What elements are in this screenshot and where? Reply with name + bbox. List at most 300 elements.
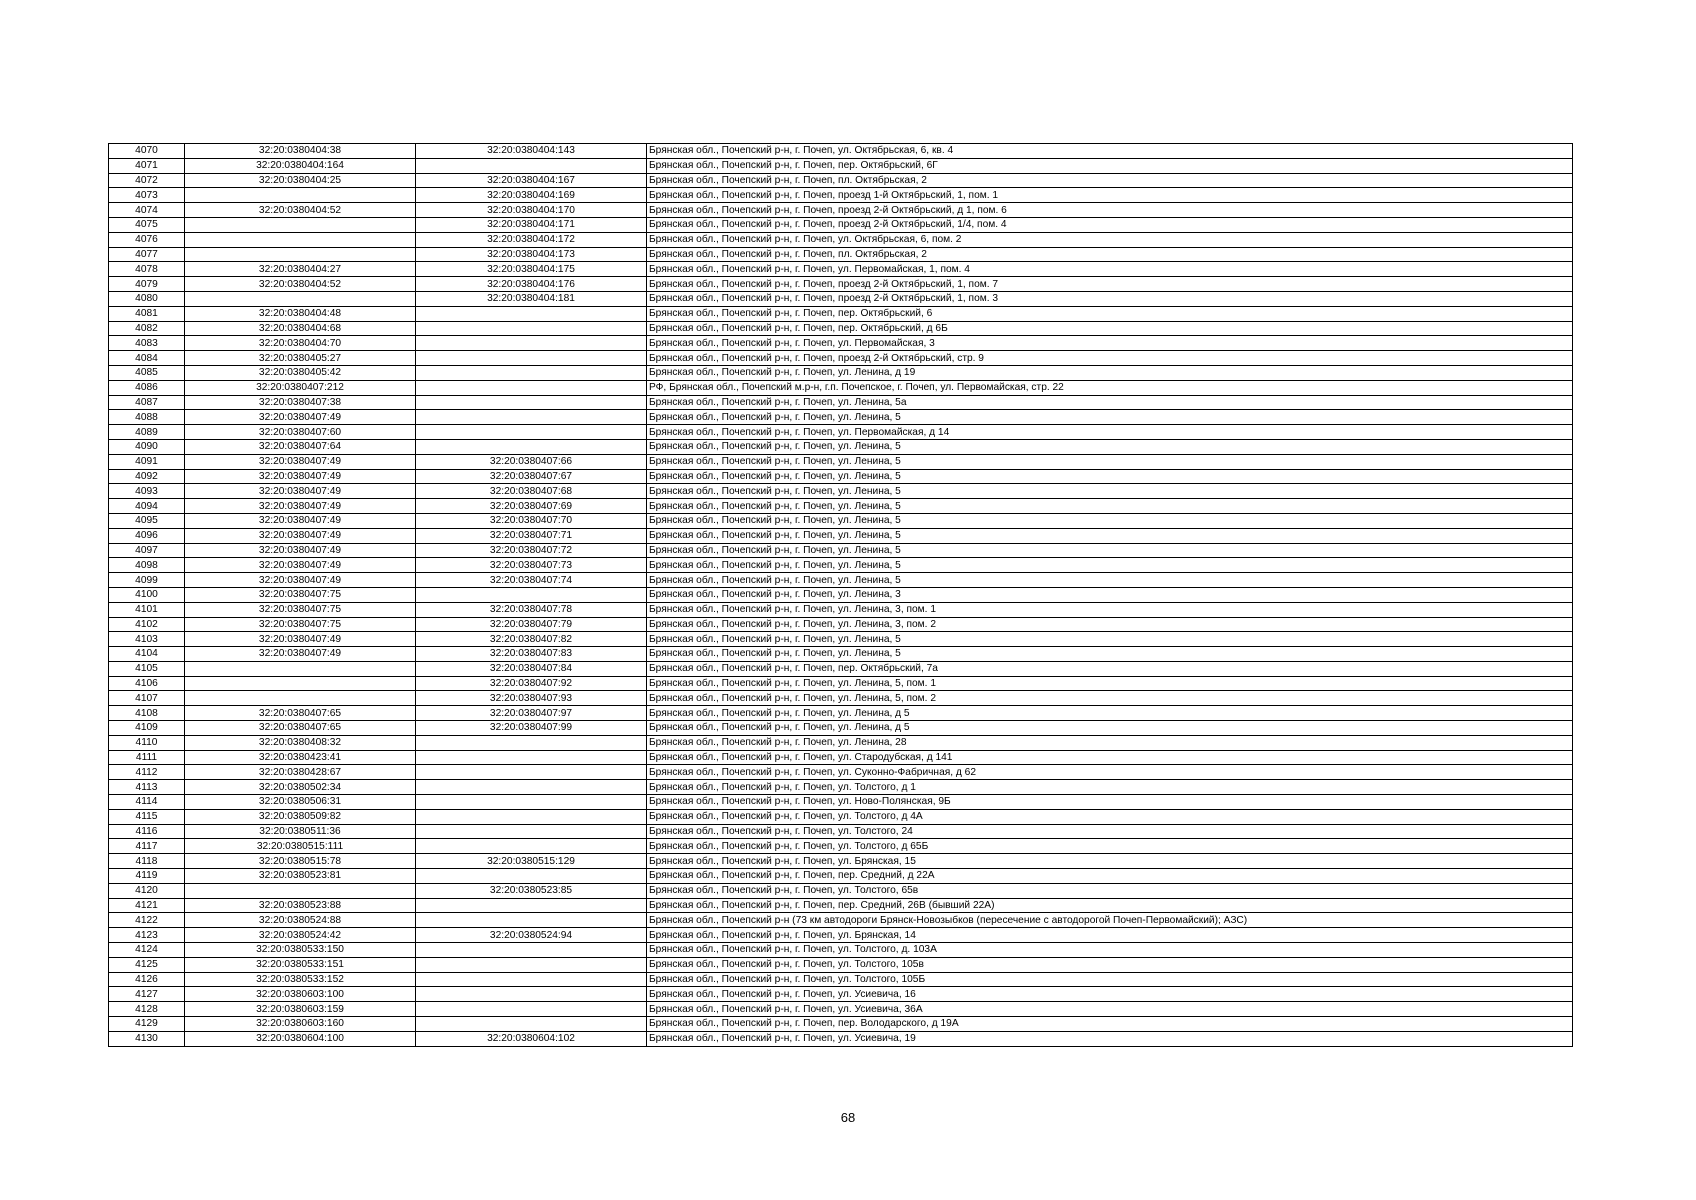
address-cell: Брянская обл., Почепский р-н, г. Почеп, ул. Ленина, 5а	[647, 395, 1573, 410]
table-row	[109, 824, 1573, 839]
related-cadastral-number-cell: 32:20:0380407:78	[416, 602, 647, 617]
cadastral-number-cell: 32:20:0380408:32	[185, 735, 416, 750]
table-row	[109, 188, 1573, 203]
row-number-cell: 4119	[109, 869, 185, 884]
page-number: 68	[840, 1110, 856, 1125]
row-number-cell: 4079	[109, 277, 185, 292]
table-row	[109, 721, 1573, 736]
table-row	[109, 291, 1573, 306]
related-cadastral-number-cell	[416, 809, 647, 824]
cadastral-number-cell: 32:20:0380407:75	[185, 617, 416, 632]
registry-sheet	[108, 143, 1573, 1047]
table-row	[109, 735, 1573, 750]
row-number-cell: 4126	[109, 972, 185, 987]
cadastral-number-cell: 32:20:0380428:67	[185, 765, 416, 780]
row-number-cell: 4087	[109, 395, 185, 410]
related-cadastral-number-cell	[416, 839, 647, 854]
table-row	[109, 217, 1573, 232]
address-cell: Брянская обл., Почепский р-н, г. Почеп, проезд 1-й Октябрьский, 1, пом. 1	[647, 188, 1573, 203]
address-cell: Брянская обл., Почепский р-н, г. Почеп, ул. Толстого, д. 103А	[647, 943, 1573, 958]
row-number-cell: 4076	[109, 232, 185, 247]
cadastral-number-cell: 32:20:0380407:49	[185, 513, 416, 528]
row-number-cell: 4124	[109, 943, 185, 958]
table-row	[109, 558, 1573, 573]
row-number-cell: 4096	[109, 528, 185, 543]
related-cadastral-number-cell	[416, 913, 647, 928]
row-number-cell: 4120	[109, 883, 185, 898]
row-number-cell: 4088	[109, 410, 185, 425]
row-number-cell: 4106	[109, 676, 185, 691]
table-row	[109, 691, 1573, 706]
address-cell: Брянская обл., Почепский р-н, г. Почеп, ул. Первомайская, д 14	[647, 425, 1573, 440]
row-number-cell: 4105	[109, 661, 185, 676]
row-number-cell: 4072	[109, 173, 185, 188]
table-row	[109, 573, 1573, 588]
cadastral-number-cell	[185, 661, 416, 676]
row-number-cell: 4101	[109, 602, 185, 617]
related-cadastral-number-cell	[416, 1017, 647, 1032]
related-cadastral-number-cell: 32:20:0380407:92	[416, 676, 647, 691]
cadastral-number-cell: 32:20:0380407:212	[185, 380, 416, 395]
related-cadastral-number-cell: 32:20:0380524:94	[416, 928, 647, 943]
related-cadastral-number-cell: 32:20:0380407:70	[416, 513, 647, 528]
related-cadastral-number-cell: 32:20:0380404:167	[416, 173, 647, 188]
table-row	[109, 277, 1573, 292]
address-cell: Брянская обл., Почепский р-н, г. Почеп, ул. Ленина, д 19	[647, 365, 1573, 380]
related-cadastral-number-cell	[416, 824, 647, 839]
related-cadastral-number-cell: 32:20:0380407:79	[416, 617, 647, 632]
address-cell: Брянская обл., Почепский р-н, г. Почеп, проезд 2-й Октябрьский, стр. 9	[647, 351, 1573, 366]
row-number-cell: 4098	[109, 558, 185, 573]
row-number-cell: 4093	[109, 484, 185, 499]
row-number-cell: 4100	[109, 587, 185, 602]
row-number-cell: 4073	[109, 188, 185, 203]
related-cadastral-number-cell	[416, 972, 647, 987]
cadastral-number-cell: 32:20:0380533:151	[185, 957, 416, 972]
cadastral-number-cell: 32:20:0380404:164	[185, 158, 416, 173]
address-cell: Брянская обл., Почепский р-н, г. Почеп, ул. Ленина, 5	[647, 484, 1573, 499]
table-row	[109, 158, 1573, 173]
address-cell: Брянская обл., Почепский р-н, г. Почеп, пер. Октябрьский, 6	[647, 306, 1573, 321]
row-number-cell: 4078	[109, 262, 185, 277]
cadastral-number-cell: 32:20:0380404:52	[185, 277, 416, 292]
address-cell: Брянская обл., Почепский р-н, г. Почеп, ул. Брянская, 14	[647, 928, 1573, 943]
table-row	[109, 144, 1573, 159]
address-cell: Брянская обл., Почепский р-н, г. Почеп, ул. Ленина, 5	[647, 410, 1573, 425]
table-row	[109, 380, 1573, 395]
related-cadastral-number-cell: 32:20:0380407:93	[416, 691, 647, 706]
table-row	[109, 765, 1573, 780]
table-row	[109, 351, 1573, 366]
cadastral-number-cell: 32:20:0380405:27	[185, 351, 416, 366]
address-cell: Брянская обл., Почепский р-н, г. Почеп, ул. Толстого, 105Б	[647, 972, 1573, 987]
cadastral-number-cell	[185, 247, 416, 262]
address-cell: Брянская обл., Почепский р-н, г. Почеп, ул. Ново-Полянская, 9Б	[647, 795, 1573, 810]
table-row	[109, 898, 1573, 913]
table-row	[109, 499, 1573, 514]
related-cadastral-number-cell	[416, 380, 647, 395]
address-cell: Брянская обл., Почепский р-н, г. Почеп, ул. Ленина, 3, пом. 2	[647, 617, 1573, 632]
table-row	[109, 543, 1573, 558]
row-number-cell: 4084	[109, 351, 185, 366]
registry-table-body	[109, 144, 1573, 1047]
related-cadastral-number-cell	[416, 750, 647, 765]
table-row	[109, 439, 1573, 454]
related-cadastral-number-cell	[416, 395, 647, 410]
cadastral-number-cell: 32:20:0380404:68	[185, 321, 416, 336]
row-number-cell: 4109	[109, 721, 185, 736]
row-number-cell: 4089	[109, 425, 185, 440]
related-cadastral-number-cell	[416, 321, 647, 336]
related-cadastral-number-cell: 32:20:0380404:181	[416, 291, 647, 306]
related-cadastral-number-cell: 32:20:0380407:71	[416, 528, 647, 543]
cadastral-number-cell: 32:20:0380533:150	[185, 943, 416, 958]
related-cadastral-number-cell	[416, 587, 647, 602]
table-row	[109, 395, 1573, 410]
table-row	[109, 632, 1573, 647]
row-number-cell: 4114	[109, 795, 185, 810]
address-cell: Брянская обл., Почепский р-н, г. Почеп, пер. Октябрьский, 6Г	[647, 158, 1573, 173]
cadastral-number-cell: 32:20:0380407:49	[185, 528, 416, 543]
cadastral-number-cell	[185, 676, 416, 691]
table-row	[109, 943, 1573, 958]
address-cell: Брянская обл., Почепский р-н, г. Почеп, ул. Суконно-Фабричная, д 62	[647, 765, 1573, 780]
table-row	[109, 987, 1573, 1002]
table-row	[109, 809, 1573, 824]
table-row	[109, 1031, 1573, 1046]
row-number-cell: 4074	[109, 203, 185, 218]
address-cell: Брянская обл., Почепский р-н, г. Почеп, ул. Ленина, 5	[647, 499, 1573, 514]
table-row	[109, 972, 1573, 987]
row-number-cell: 4115	[109, 809, 185, 824]
address-cell: Брянская обл., Почепский р-н, г. Почеп, пл. Октябрьская, 2	[647, 173, 1573, 188]
related-cadastral-number-cell: 32:20:0380407:69	[416, 499, 647, 514]
address-cell: Брянская обл., Почепский р-н, г. Почеп, ул. Ленина, 5	[647, 528, 1573, 543]
registry-table	[108, 143, 1573, 1047]
address-cell: Брянская обл., Почепский р-н, г. Почеп, ул. Толстого, д 4А	[647, 809, 1573, 824]
address-cell: Брянская обл., Почепский р-н, г. Почеп, ул. Толстого, 24	[647, 824, 1573, 839]
cadastral-number-cell: 32:20:0380407:65	[185, 721, 416, 736]
row-number-cell: 4130	[109, 1031, 185, 1046]
cadastral-number-cell	[185, 188, 416, 203]
address-cell: Брянская обл., Почепский р-н, г. Почеп, ул. Ленина, 5	[647, 632, 1573, 647]
address-cell: Брянская обл., Почепский р-н, г. Почеп, ул. Ленина, 5	[647, 513, 1573, 528]
cadastral-number-cell: 32:20:0380407:49	[185, 454, 416, 469]
table-row	[109, 454, 1573, 469]
table-row	[109, 795, 1573, 810]
address-cell: Брянская обл., Почепский р-н, г. Почеп, ул. Стародубская, д 141	[647, 750, 1573, 765]
cadastral-number-cell: 32:20:0380515:111	[185, 839, 416, 854]
row-number-cell: 4127	[109, 987, 185, 1002]
row-number-cell: 4111	[109, 750, 185, 765]
cadastral-number-cell: 32:20:0380404:38	[185, 144, 416, 159]
row-number-cell: 4082	[109, 321, 185, 336]
related-cadastral-number-cell: 32:20:0380404:175	[416, 262, 647, 277]
related-cadastral-number-cell: 32:20:0380407:82	[416, 632, 647, 647]
related-cadastral-number-cell	[416, 735, 647, 750]
address-cell: Брянская обл., Почепский р-н, г. Почеп, пер. Володарского, д 19А	[647, 1017, 1573, 1032]
cadastral-number-cell: 32:20:0380404:48	[185, 306, 416, 321]
table-row	[109, 513, 1573, 528]
row-number-cell: 4092	[109, 469, 185, 484]
address-cell: Брянская обл., Почепский р-н, г. Почеп, ул. Ленина, д 5	[647, 706, 1573, 721]
table-row	[109, 780, 1573, 795]
cadastral-number-cell: 32:20:0380423:41	[185, 750, 416, 765]
table-row	[109, 617, 1573, 632]
cadastral-number-cell: 32:20:0380405:42	[185, 365, 416, 380]
related-cadastral-number-cell	[416, 336, 647, 351]
cadastral-number-cell: 32:20:0380524:42	[185, 928, 416, 943]
address-cell: Брянская обл., Почепский р-н, г. Почеп, ул. Толстого, д 65Б	[647, 839, 1573, 854]
cadastral-number-cell: 32:20:0380404:70	[185, 336, 416, 351]
related-cadastral-number-cell: 32:20:0380404:143	[416, 144, 647, 159]
table-row	[109, 232, 1573, 247]
related-cadastral-number-cell: 32:20:0380407:73	[416, 558, 647, 573]
table-row	[109, 913, 1573, 928]
address-cell: Брянская обл., Почепский р-н, г. Почеп, ул. Ленина, 5	[647, 558, 1573, 573]
row-number-cell: 4102	[109, 617, 185, 632]
related-cadastral-number-cell	[416, 765, 647, 780]
related-cadastral-number-cell: 32:20:0380407:99	[416, 721, 647, 736]
row-number-cell: 4118	[109, 854, 185, 869]
cadastral-number-cell: 32:20:0380407:49	[185, 484, 416, 499]
address-cell: Брянская обл., Почепский р-н, г. Почеп, ул. Усиевича, 36А	[647, 1002, 1573, 1017]
table-row	[109, 425, 1573, 440]
related-cadastral-number-cell	[416, 410, 647, 425]
row-number-cell: 4103	[109, 632, 185, 647]
address-cell: Брянская обл., Почепский р-н, г. Почеп, проезд 2-й Октябрьский, 1/4, пом. 4	[647, 217, 1573, 232]
cadastral-number-cell: 32:20:0380407:49	[185, 499, 416, 514]
related-cadastral-number-cell	[416, 898, 647, 913]
row-number-cell: 4083	[109, 336, 185, 351]
row-number-cell: 4080	[109, 291, 185, 306]
address-cell: Брянская обл., Почепский р-н, г. Почеп, ул. Ленина, 5	[647, 647, 1573, 662]
table-row	[109, 262, 1573, 277]
cadastral-number-cell: 32:20:0380407:49	[185, 632, 416, 647]
row-number-cell: 4110	[109, 735, 185, 750]
related-cadastral-number-cell	[416, 1002, 647, 1017]
row-number-cell: 4091	[109, 454, 185, 469]
table-row	[109, 839, 1573, 854]
related-cadastral-number-cell	[416, 158, 647, 173]
related-cadastral-number-cell	[416, 351, 647, 366]
related-cadastral-number-cell: 32:20:0380407:66	[416, 454, 647, 469]
cadastral-number-cell	[185, 291, 416, 306]
address-cell: РФ, Брянская обл., Почепский м.р-н, г.п. Почепское, г. Почеп, ул. Первомайская, стр. 22	[647, 380, 1573, 395]
related-cadastral-number-cell: 32:20:0380404:170	[416, 203, 647, 218]
related-cadastral-number-cell: 32:20:0380404:176	[416, 277, 647, 292]
row-number-cell: 4128	[109, 1002, 185, 1017]
row-number-cell: 4104	[109, 647, 185, 662]
table-row	[109, 869, 1573, 884]
related-cadastral-number-cell: 32:20:0380407:84	[416, 661, 647, 676]
address-cell: Брянская обл., Почепский р-н, г. Почеп, ул. Ленина, 5	[647, 469, 1573, 484]
table-row	[109, 706, 1573, 721]
related-cadastral-number-cell: 32:20:0380407:72	[416, 543, 647, 558]
address-cell: Брянская обл., Почепский р-н, г. Почеп, ул. Ленина, 5	[647, 454, 1573, 469]
address-cell: Брянская обл., Почепский р-н, г. Почеп, ул. Ленина, д 5	[647, 721, 1573, 736]
address-cell: Брянская обл., Почепский р-н, г. Почеп, пер. Средний, 26В (бывший 22А)	[647, 898, 1573, 913]
address-cell: Брянская обл., Почепский р-н, г. Почеп, ул. Первомайская, 3	[647, 336, 1573, 351]
row-number-cell: 4081	[109, 306, 185, 321]
related-cadastral-number-cell: 32:20:0380407:83	[416, 647, 647, 662]
related-cadastral-number-cell: 32:20:0380604:102	[416, 1031, 647, 1046]
address-cell: Брянская обл., Почепский р-н, г. Почеп, проезд 2-й Октябрьский, 1, пом. 7	[647, 277, 1573, 292]
address-cell: Брянская обл., Почепский р-н, г. Почеп, ул. Толстого, 65в	[647, 883, 1573, 898]
address-cell: Брянская обл., Почепский р-н, г. Почеп, проезд 2-й Октябрьский, 1, пом. 3	[647, 291, 1573, 306]
row-number-cell: 4090	[109, 439, 185, 454]
address-cell: Брянская обл., Почепский р-н, г. Почеп, проезд 2-й Октябрьский, д 1, пом. 6	[647, 203, 1573, 218]
cadastral-number-cell: 32:20:0380407:75	[185, 602, 416, 617]
row-number-cell: 4107	[109, 691, 185, 706]
address-cell: Брянская обл., Почепский р-н, г. Почеп, пер. Октябрьский, 7а	[647, 661, 1573, 676]
table-row	[109, 321, 1573, 336]
related-cadastral-number-cell: 32:20:0380407:68	[416, 484, 647, 499]
table-row	[109, 883, 1573, 898]
row-number-cell: 4099	[109, 573, 185, 588]
table-row	[109, 469, 1573, 484]
address-cell: Брянская обл., Почепский р-н, г. Почеп, ул. Октябрьская, 6, пом. 2	[647, 232, 1573, 247]
cadastral-number-cell: 32:20:0380407:49	[185, 573, 416, 588]
related-cadastral-number-cell	[416, 795, 647, 810]
table-row	[109, 854, 1573, 869]
address-cell: Брянская обл., Почепский р-н, г. Почеп, ул. Толстого, 105в	[647, 957, 1573, 972]
address-cell: Брянская обл., Почепский р-н, г. Почеп, ул. Ленина, 3, пом. 1	[647, 602, 1573, 617]
table-row	[109, 587, 1573, 602]
cadastral-number-cell: 32:20:0380407:49	[185, 647, 416, 662]
related-cadastral-number-cell: 32:20:0380407:74	[416, 573, 647, 588]
cadastral-number-cell: 32:20:0380407:49	[185, 469, 416, 484]
table-row	[109, 1017, 1573, 1032]
address-cell: Брянская обл., Почепский р-н, г. Почеп, ул. Толстого, д 1	[647, 780, 1573, 795]
address-cell: Брянская обл., Почепский р-н, г. Почеп, ул. Ленина, 3	[647, 587, 1573, 602]
address-cell: Брянская обл., Почепский р-н, г. Почеп, ул. Усиевича, 16	[647, 987, 1573, 1002]
cadastral-number-cell: 32:20:0380404:52	[185, 203, 416, 218]
cadastral-number-cell: 32:20:0380603:100	[185, 987, 416, 1002]
table-row	[109, 365, 1573, 380]
address-cell: Брянская обл., Почепский р-н, г. Почеп, пер. Средний, д 22А	[647, 869, 1573, 884]
cadastral-number-cell: 32:20:0380524:88	[185, 913, 416, 928]
table-row	[109, 336, 1573, 351]
cadastral-number-cell: 32:20:0380603:159	[185, 1002, 416, 1017]
row-number-cell: 4071	[109, 158, 185, 173]
related-cadastral-number-cell: 32:20:0380404:169	[416, 188, 647, 203]
related-cadastral-number-cell	[416, 987, 647, 1002]
row-number-cell: 4070	[109, 144, 185, 159]
table-row	[109, 957, 1573, 972]
cadastral-number-cell: 32:20:0380407:49	[185, 558, 416, 573]
address-cell: Брянская обл., Почепский р-н, г. Почеп, ул. Ленина, 5	[647, 439, 1573, 454]
cadastral-number-cell	[185, 883, 416, 898]
cadastral-number-cell: 32:20:0380523:88	[185, 898, 416, 913]
table-row	[109, 647, 1573, 662]
table-row	[109, 676, 1573, 691]
address-cell: Брянская обл., Почепский р-н, г. Почеп, ул. Ленина, 5	[647, 543, 1573, 558]
table-row	[109, 484, 1573, 499]
cadastral-number-cell: 32:20:0380515:78	[185, 854, 416, 869]
cadastral-number-cell: 32:20:0380407:49	[185, 543, 416, 558]
address-cell: Брянская обл., Почепский р-н, г. Почеп, пер. Октябрьский, д 6Б	[647, 321, 1573, 336]
table-row	[109, 750, 1573, 765]
row-number-cell: 4075	[109, 217, 185, 232]
related-cadastral-number-cell	[416, 780, 647, 795]
address-cell: Брянская обл., Почепский р-н, г. Почеп, ул. Октябрьская, 6, кв. 4	[647, 144, 1573, 159]
address-cell: Брянская обл., Почепский р-н, г. Почеп, ул. Ленина, 5, пом. 1	[647, 676, 1573, 691]
address-cell: Брянская обл., Почепский р-н, г. Почеп, пл. Октябрьская, 2	[647, 247, 1573, 262]
row-number-cell: 4123	[109, 928, 185, 943]
cadastral-number-cell: 32:20:0380407:49	[185, 410, 416, 425]
address-cell: Брянская обл., Почепский р-н, г. Почеп, ул. Брянская, 15	[647, 854, 1573, 869]
related-cadastral-number-cell: 32:20:0380523:85	[416, 883, 647, 898]
row-number-cell: 4085	[109, 365, 185, 380]
row-number-cell: 4112	[109, 765, 185, 780]
table-row	[109, 306, 1573, 321]
row-number-cell: 4094	[109, 499, 185, 514]
row-number-cell: 4086	[109, 380, 185, 395]
table-row	[109, 528, 1573, 543]
table-row	[109, 173, 1573, 188]
row-number-cell: 4077	[109, 247, 185, 262]
cadastral-number-cell: 32:20:0380511:36	[185, 824, 416, 839]
address-cell: Брянская обл., Почепский р-н (73 км автодороги Брянск-Новозыбков (пересечение с автодорогой Почеп-Первомайский); АЗС)	[647, 913, 1573, 928]
table-row	[109, 1002, 1573, 1017]
row-number-cell: 4125	[109, 957, 185, 972]
address-cell: Брянская обл., Почепский р-н, г. Почеп, ул. Усиевича, 19	[647, 1031, 1573, 1046]
cadastral-number-cell: 32:20:0380604:100	[185, 1031, 416, 1046]
row-number-cell: 4113	[109, 780, 185, 795]
address-cell: Брянская обл., Почепский р-н, г. Почеп, ул. Ленина, 28	[647, 735, 1573, 750]
row-number-cell: 4116	[109, 824, 185, 839]
cadastral-number-cell	[185, 691, 416, 706]
related-cadastral-number-cell	[416, 957, 647, 972]
table-row	[109, 602, 1573, 617]
cadastral-number-cell: 32:20:0380407:75	[185, 587, 416, 602]
cadastral-number-cell: 32:20:0380407:38	[185, 395, 416, 410]
row-number-cell: 4097	[109, 543, 185, 558]
address-cell: Брянская обл., Почепский р-н, г. Почеп, ул. Первомайская, 1, пом. 4	[647, 262, 1573, 277]
table-row	[109, 928, 1573, 943]
row-number-cell: 4117	[109, 839, 185, 854]
table-row	[109, 661, 1573, 676]
cadastral-number-cell: 32:20:0380603:160	[185, 1017, 416, 1032]
related-cadastral-number-cell	[416, 425, 647, 440]
cadastral-number-cell: 32:20:0380407:60	[185, 425, 416, 440]
related-cadastral-number-cell	[416, 439, 647, 454]
table-row	[109, 203, 1573, 218]
row-number-cell: 4122	[109, 913, 185, 928]
cadastral-number-cell: 32:20:0380509:82	[185, 809, 416, 824]
table-row	[109, 247, 1573, 262]
related-cadastral-number-cell	[416, 306, 647, 321]
cadastral-number-cell: 32:20:0380523:81	[185, 869, 416, 884]
cadastral-number-cell: 32:20:0380506:31	[185, 795, 416, 810]
cadastral-number-cell: 32:20:0380404:25	[185, 173, 416, 188]
related-cadastral-number-cell	[416, 943, 647, 958]
address-cell: Брянская обл., Почепский р-н, г. Почеп, ул. Ленина, 5, пом. 2	[647, 691, 1573, 706]
cadastral-number-cell	[185, 232, 416, 247]
related-cadastral-number-cell: 32:20:0380407:97	[416, 706, 647, 721]
row-number-cell: 4095	[109, 513, 185, 528]
cadastral-number-cell: 32:20:0380502:34	[185, 780, 416, 795]
related-cadastral-number-cell: 32:20:0380404:173	[416, 247, 647, 262]
cadastral-number-cell: 32:20:0380533:152	[185, 972, 416, 987]
related-cadastral-number-cell: 32:20:0380404:171	[416, 217, 647, 232]
related-cadastral-number-cell: 32:20:0380404:172	[416, 232, 647, 247]
related-cadastral-number-cell	[416, 365, 647, 380]
cadastral-number-cell: 32:20:0380407:65	[185, 706, 416, 721]
cadastral-number-cell: 32:20:0380407:64	[185, 439, 416, 454]
related-cadastral-number-cell	[416, 869, 647, 884]
